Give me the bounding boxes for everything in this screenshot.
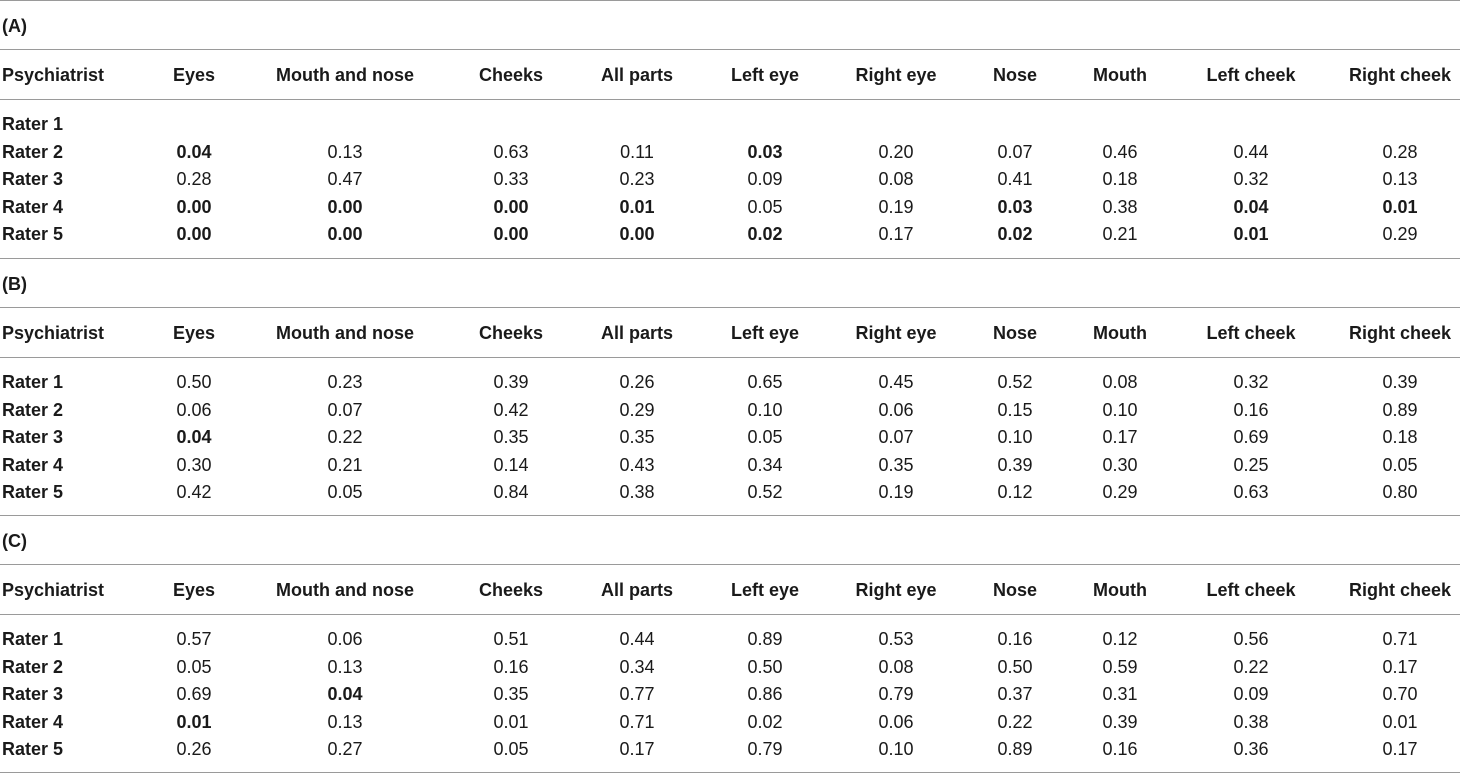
table-cell: 0.05 [1382, 454, 1418, 475]
column-header: All parts [600, 323, 674, 343]
table-cell: 0.46 [1102, 141, 1138, 162]
table-cell: 0.06 [327, 629, 363, 649]
column-header: Eyes [172, 65, 216, 85]
table-cell: 0.30 [1102, 454, 1138, 475]
table-cell: 0.36 [1233, 739, 1269, 759]
table-cell: 0.39 [997, 454, 1033, 475]
rater-label: Rater 1 [2, 114, 64, 134]
table-cell: 0.71 [619, 711, 655, 732]
table-cell: 0.65 [747, 372, 783, 392]
rater-label: Rater 4 [2, 196, 64, 217]
column-header-psychiatrist: Psychiatrist [2, 323, 105, 343]
table-cell: 0.57 [176, 629, 212, 649]
table-cell: 0.09 [747, 169, 783, 189]
table-cell: 0.17 [619, 739, 655, 759]
rater-label: Rater 5 [2, 482, 64, 502]
section-label: (C) [2, 531, 27, 551]
table-cell: 0.13 [1382, 169, 1418, 189]
table-cell: 0.21 [327, 454, 363, 475]
table-cell: 0.00 [619, 224, 655, 244]
rater-label: Rater 2 [2, 141, 64, 162]
table-cell: 0.27 [327, 739, 363, 759]
section-label: (B) [2, 274, 27, 294]
table-cell: 0.16 [997, 629, 1033, 649]
table-cell: 0.25 [1233, 454, 1269, 475]
table-cell: 0.35 [878, 454, 914, 475]
table-cell: 0.79 [747, 739, 783, 759]
column-header: Nose [992, 580, 1038, 600]
table-cell: 0.84 [493, 482, 529, 502]
table-cell: 0.39 [1382, 372, 1418, 392]
table-cell: 0.00 [176, 196, 212, 217]
table-cell: 0.06 [878, 399, 914, 420]
table-cell: 0.39 [1102, 711, 1138, 732]
table-cell: 0.69 [176, 684, 212, 704]
table-cell: 0.15 [997, 399, 1033, 420]
column-header: Left cheek [1206, 323, 1296, 343]
table-cell: 0.09 [1233, 684, 1269, 704]
column-header: Left eye [730, 323, 800, 343]
table-cell: 0.05 [327, 482, 363, 502]
table-cell: 0.89 [747, 629, 783, 649]
section-rule [0, 307, 1460, 308]
table-cell: 0.20 [878, 141, 914, 162]
table-cell: 0.17 [1102, 427, 1138, 447]
table-cell: 0.04 [327, 684, 363, 704]
table-cell: 0.19 [878, 196, 914, 217]
section-rule [0, 99, 1460, 100]
table-cell: 0.03 [997, 196, 1033, 217]
table-cell: 0.31 [1102, 684, 1138, 704]
table-cell: 0.34 [747, 454, 783, 475]
table-cell: 0.01 [1382, 196, 1418, 217]
column-header: Left cheek [1206, 65, 1296, 85]
rater-label: Rater 3 [2, 169, 64, 189]
section-rule [0, 357, 1460, 358]
table-cell: 0.26 [176, 739, 212, 759]
rater-label: Rater 3 [2, 427, 64, 447]
table-cell: 0.77 [619, 684, 655, 704]
column-header: Nose [992, 65, 1038, 85]
column-header: Mouth [1093, 580, 1147, 600]
table-cell: 0.05 [747, 196, 783, 217]
table-cell: 0.00 [493, 224, 529, 244]
column-header: Mouth [1093, 323, 1147, 343]
table-cell: 0.16 [1233, 399, 1269, 420]
table-cell: 0.50 [747, 656, 783, 677]
table-cell: 0.01 [493, 711, 529, 732]
table-cell: 0.35 [619, 427, 655, 447]
table-cell: 0.89 [997, 739, 1033, 759]
table-cell: 0.43 [619, 454, 655, 475]
table-cell: 0.45 [878, 372, 914, 392]
table-cell: 0.71 [1382, 629, 1418, 649]
column-header: Eyes [172, 580, 216, 600]
column-header: Mouth and nose [276, 580, 414, 600]
table-cell: 0.00 [327, 224, 363, 244]
table-cell: 0.12 [997, 482, 1033, 502]
table-cell: 0.51 [493, 629, 529, 649]
table-cell: 0.04 [176, 427, 212, 447]
table-cell: 0.13 [327, 141, 363, 162]
column-header: Left eye [730, 580, 800, 600]
table-cell: 0.23 [619, 169, 655, 189]
table-cell: 0.05 [747, 427, 783, 447]
column-header: Mouth and nose [276, 323, 414, 343]
table-cell: 0.04 [176, 141, 212, 162]
table-cell: 0.16 [493, 656, 529, 677]
table-cell: 0.79 [878, 684, 914, 704]
table-cell: 0.42 [176, 482, 212, 502]
table-cell: 0.29 [1382, 224, 1418, 244]
table-cell: 0.07 [878, 427, 914, 447]
table-cell: 0.00 [176, 224, 212, 244]
column-header: Right eye [855, 65, 937, 85]
table-cell: 0.38 [1233, 711, 1269, 732]
table-cell: 0.01 [1233, 224, 1269, 244]
column-header: Nose [992, 323, 1038, 343]
table-cell: 0.39 [493, 372, 529, 392]
column-header: Cheeks [478, 323, 544, 343]
table-cell: 0.01 [1382, 711, 1418, 732]
rater-label: Rater 1 [2, 629, 64, 649]
table-cell: 0.53 [878, 629, 914, 649]
table-cell: 0.38 [1102, 196, 1138, 217]
table-cell: 0.01 [619, 196, 655, 217]
column-header: Left eye [730, 65, 800, 85]
column-header: Right eye [855, 580, 937, 600]
column-header: Cheeks [478, 65, 544, 85]
table-cell: 0.17 [1382, 739, 1418, 759]
rater-label: Rater 3 [2, 684, 64, 704]
table-cell: 0.22 [1233, 656, 1269, 677]
table-cell: 0.56 [1233, 629, 1269, 649]
table-cell: 0.47 [327, 169, 363, 189]
table-cell: 0.35 [493, 427, 529, 447]
table-cell: 0.00 [493, 196, 529, 217]
column-header: Mouth and nose [276, 65, 414, 85]
column-header: Left cheek [1206, 580, 1296, 600]
column-header: Right eye [855, 323, 937, 343]
table-cell: 0.14 [493, 454, 529, 475]
table-cell: 0.13 [327, 656, 363, 677]
table-cell: 0.06 [878, 711, 914, 732]
section-rule [0, 515, 1460, 516]
table-cell: 0.42 [493, 399, 529, 420]
table-cell: 0.32 [1233, 169, 1269, 189]
table-cell: 0.10 [997, 427, 1033, 447]
table-cell: 0.89 [1382, 399, 1418, 420]
table-cell: 0.05 [176, 656, 212, 677]
table-cell: 0.07 [997, 141, 1033, 162]
table-cell: 0.00 [327, 196, 363, 217]
table-cell: 0.80 [1382, 482, 1418, 502]
column-header: Mouth [1093, 65, 1147, 85]
table-cell: 0.29 [1102, 482, 1138, 502]
rater-label: Rater 2 [2, 399, 64, 420]
table-cell: 0.28 [176, 169, 212, 189]
table-cell: 0.26 [619, 372, 655, 392]
table-cell: 0.18 [1382, 427, 1418, 447]
table-cell: 0.08 [1102, 372, 1138, 392]
column-header: Cheeks [478, 580, 544, 600]
section-rule [0, 614, 1460, 615]
table-cell: 0.86 [747, 684, 783, 704]
table-cell: 0.63 [493, 141, 529, 162]
section-label: (A) [2, 16, 27, 36]
table-cell: 0.02 [997, 224, 1033, 244]
column-header: Right cheek [1348, 65, 1452, 85]
table-cell: 0.35 [493, 684, 529, 704]
section-rule [0, 564, 1460, 565]
table-cell: 0.05 [493, 739, 529, 759]
table-cell: 0.50 [176, 372, 212, 392]
table-cell: 0.10 [1102, 399, 1138, 420]
table-cell: 0.07 [327, 399, 363, 420]
table-cell: 0.52 [997, 372, 1033, 392]
section-rule [0, 0, 1460, 1]
table-cell: 0.17 [1382, 656, 1418, 677]
rater-label: Rater 1 [2, 372, 64, 392]
table-cell: 0.21 [1102, 224, 1138, 244]
table-cell: 0.17 [878, 224, 914, 244]
table-cell: 0.02 [747, 711, 783, 732]
section-rule [0, 258, 1460, 259]
table-cell: 0.32 [1233, 372, 1269, 392]
table-cell: 0.44 [1233, 141, 1269, 162]
column-header-psychiatrist: Psychiatrist [2, 65, 105, 85]
table-cell: 0.16 [1102, 739, 1138, 759]
rater-label: Rater 2 [2, 656, 64, 677]
table-cell: 0.12 [1102, 629, 1138, 649]
table-cell: 0.04 [1233, 196, 1269, 217]
table-cell: 0.44 [619, 629, 655, 649]
table-cell: 0.02 [747, 224, 783, 244]
table-cell: 0.52 [747, 482, 783, 502]
table-cell: 0.41 [997, 169, 1033, 189]
table-cell: 0.29 [619, 399, 655, 420]
table-cell: 0.22 [997, 711, 1033, 732]
table-cell: 0.22 [327, 427, 363, 447]
column-header: All parts [600, 65, 674, 85]
table-cell: 0.19 [878, 482, 914, 502]
table-cell: 0.69 [1233, 427, 1269, 447]
table-cell: 0.08 [878, 656, 914, 677]
column-header: Right cheek [1348, 580, 1452, 600]
rater-label: Rater 4 [2, 711, 64, 732]
table-cell: 0.34 [619, 656, 655, 677]
column-header: All parts [600, 580, 674, 600]
table-cell: 0.06 [176, 399, 212, 420]
rater-label: Rater 5 [2, 739, 64, 759]
column-header: Eyes [172, 323, 216, 343]
table-cell: 0.30 [176, 454, 212, 475]
table-bottom-rule [0, 772, 1460, 773]
table-cell: 0.38 [619, 482, 655, 502]
table-cell: 0.03 [747, 141, 783, 162]
table-cell: 0.10 [878, 739, 914, 759]
table-cell: 0.01 [176, 711, 212, 732]
section-rule [0, 49, 1460, 50]
column-header-psychiatrist: Psychiatrist [2, 580, 105, 600]
column-header: Right cheek [1348, 323, 1452, 343]
table-cell: 0.59 [1102, 656, 1138, 677]
table-cell: 0.28 [1382, 141, 1418, 162]
table-cell: 0.08 [878, 169, 914, 189]
table-cell: 0.23 [327, 372, 363, 392]
table-cell: 0.13 [327, 711, 363, 732]
table-cell: 0.50 [997, 656, 1033, 677]
table-cell: 0.18 [1102, 169, 1138, 189]
table-cell: 0.63 [1233, 482, 1269, 502]
table-cell: 0.70 [1382, 684, 1418, 704]
rater-label: Rater 4 [2, 454, 64, 475]
table-cell: 0.37 [997, 684, 1033, 704]
table-cell: 0.33 [493, 169, 529, 189]
table-cell: 0.11 [620, 141, 654, 162]
table-cell: 0.10 [747, 399, 783, 420]
rater-label: Rater 5 [2, 224, 64, 244]
